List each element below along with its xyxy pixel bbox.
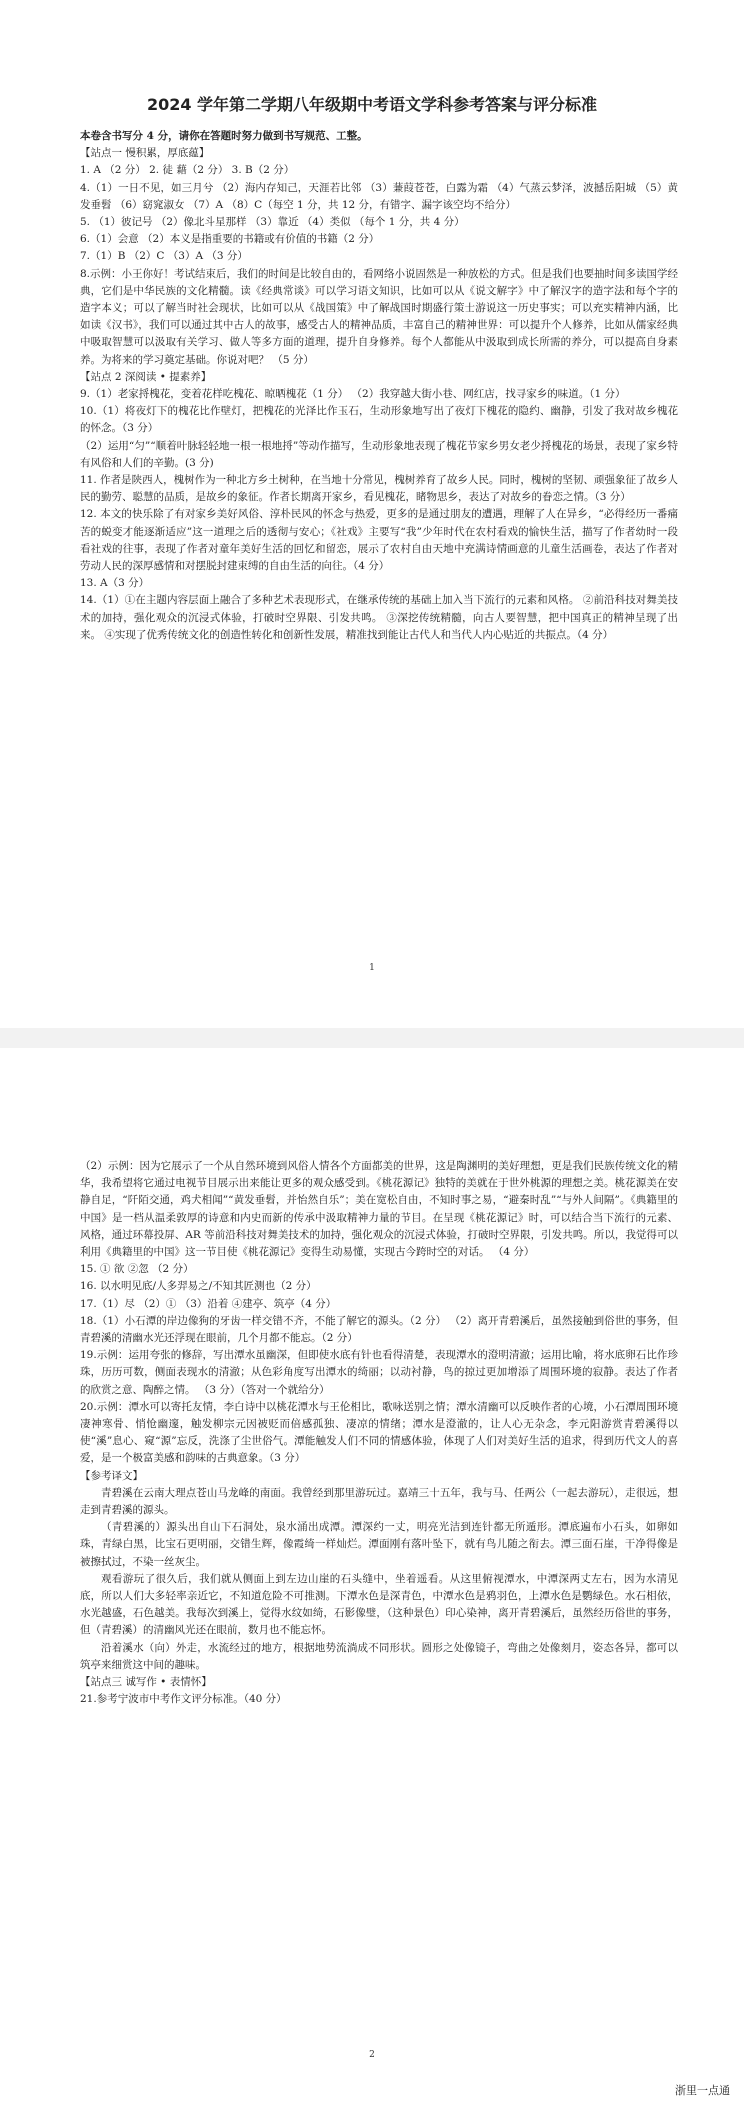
answer-paragraph: （2）示例：因为它展示了一个从自然环境到风俗人情各个方面都美的世界，这是陶渊明的美好理想，更是我们民族传统文化的精华，我希望将它通过电视节目展示出来能让更多的观众感受到。《桃花源记》独特的美就在于世外桃源的理想之美。桃花源美在安静自足，“阡陌交通，鸡犬相闻”“黄发垂髫，并怡然自乐”；美在宽松自由，不知时事之易，“避秦时乱”“与外人间隔”。《典籍里的中国》是一档从温柔敦厚的诗意和内史而新的传承中汲取精神力量的节目。在呈现《桃花源记》时，可以结合当下流行的元素、风格，通过环幕投屏、AR 等前沿科技对舞美技术的加持，强化观众的沉浸式体验，打破时空界限，引发共鸣。所以，我觉得可以利用《典籍里的中国》这一节目使《桃花源记》变得生动易懂，实现古今跨时空的对话。 （4 分）: [80, 1160, 678, 1259]
answer-paragraph: 4.（1）一日不见，如三月兮 （2）海内存知己，天涯若比邻 （3）蒹葭苍苍，白露为霜 （4）气蒸云梦泽，波撼岳阳城 （5）黄发垂髫 （6）窈窕淑女 （7）A （8）C（每空 1 分，共 12 分，有错字、漏字该空均不给分）: [80, 181, 678, 211]
answer-paragraph: 17.（1）尽 （2）① （3）沿着 ④建亭、筑亭（4 分）: [80, 1297, 337, 1310]
section-heading: 【参考译文】: [80, 1469, 143, 1482]
answer-paragraph: 5. （1）彼记号 （2）像北斗星那样 （3）靠近 （4）类似 （每个 1 分，共 4 分）: [80, 216, 465, 229]
page-number: 2: [369, 2050, 375, 2060]
answer-paragraph: 8.示例：小王你好！考试结束后，我们的时间是比较自由的，看网络小说固然是一种放松的方式。但是我们也要抽时间多读国学经典，它们是中华民族的文化精髓。读《经典常谈》可以学习语文知识，比如可以从《说文解字》中了解汉字的造字法和每个字的造字本义；可以了解当时社会现状，比如可以从《战国策》中了解战国时期盛行策士游说这一历史事实；可以充实精神内涵，比如读《汉书》，我们可以通过其中古人的故事，感受古人的精神品质，丰富自己的精神世界：可以提升个人修养，比如从儒家经典中吸取智慧可以汲取有关学习、做人等多方面的道理，提升自身修养。每个人都能从中汲取到成长所需的养分，可以提高自身素养。为将来的学习奠定基础。你说对吧？ （5 分）: [80, 267, 679, 366]
answer-paragraph: 1. A （2 分） 2. 徒 藉（2 分） 3. B（2 分）: [80, 164, 295, 177]
page-number: 1: [369, 963, 375, 973]
answer-paragraph: 观看游玩了很久后，我们就从侧面上到左边山崖的石头缝中，坐着遥看。从这里俯视潭水，中潭深两丈左右，因为水清见底，所以人们大多轻率亲近它，不知道危险不可推测。下潭水色是深青色，中潭水色是鸦羽色，上潭水色是鹦绿色。水石相依，水光越盛，石色越美。我每次到溪上，觉得水纹如绮，石影像璧，（这种景色）印心染神，离开青碧溪后，虽然经历俗世的事务，但（青碧溪）的清幽风光还在眼前，数月也不能忘怀。: [80, 1572, 678, 1637]
answer-paragraph: 沿着溪水（向）外走，水流经过的地方，根据地势流淌成不同形状。圆形之处像镜子，弯曲之处像刻月，姿态各异，都可以筑亭来细赏这中间的趣味。: [80, 1641, 678, 1671]
instruction-note: 本卷含书写分 4 分，请你在答题时努力做到书写规范、工整。: [80, 130, 368, 142]
answer-paragraph: （2）运用“匀”“顺着叶脉轻轻地一根一根地捋”等动作描写，生动形象地表现了槐花节家乡男女老少捋槐花的场景，表现了家乡特有风俗和人们的辛勤。(3 分): [80, 439, 678, 469]
answer-paragraph: （青碧溪的）源头出自山下石洞处，泉水涌出成潭。潭深约一丈，明亮光洁到连针都无所遁形。潭底遍布小石头，如卵如珠，青绿白黑，比宝石更明丽，交错生辉，像霞绮一样灿烂。潭面刚有落叶坠下，就有鸟儿随之衔去。潭三面石崖，干净得像是被擦拭过，不染一丝灰尘。: [80, 1521, 678, 1568]
answer-paragraph: 9.（1）老家捋槐花，变着花样吃槐花、晾晒槐花（1 分） （2）我穿越大街小巷、网红店，找寻家乡的味道。（1 分）: [80, 388, 626, 401]
answer-paragraph: 青碧溪在云南大理点苍山马龙峰的南面。我曾经到那里游玩过。嘉靖三十五年，我与马、任两公（一起去游玩），走很远，想走到青碧溪的源头。: [80, 1486, 678, 1517]
answer-paragraph: 6.（1）会意 （2）本义是指重要的书籍或有价值的书籍（2 分）: [80, 233, 380, 246]
section-heading: 【站点一 慢积累，厚底蕴】: [80, 147, 210, 160]
page-1: [0, 0, 744, 1028]
answer-paragraph: 18.（1）小石潭的岸边像狗的牙齿一样交错不齐，不能了解它的源头。（2 分） （2）离开青碧溪后，虽然接触到俗世的事务，但青碧溪的清幽水光还浮现在眼前，几个月都不能忘。（2 分）: [80, 1314, 678, 1345]
section-heading: 【站点 2 深阅读 • 提素养】: [80, 370, 212, 383]
answer-paragraph: 14.（1）①在主题内容层面上融合了多种艺术表现形式，在继承传统的基础上加入当下流行的元素和风格。 ②前沿科技对舞美技术的加持，强化观众的沉浸式体验，打破时空界限、引发共鸣。 ③深挖传统精髓，向古人要智慧，把中国真正的精神呈现了出来。 ④实现了优秀传统文化的创造性转化和创新性发展，精准找到能让古代人和当代人内心贴近的共振点。（4 分）: [80, 594, 678, 641]
page-1-content: [80, 128, 678, 644]
watermark-text: 浙里一点通: [675, 2084, 730, 2097]
answer-paragraph: 19.示例：运用夸张的修辞，写出潭水虽幽深，但即使水底有针也看得清楚，表现潭水的澄明清澈；运用比喻，将水底卵石比作珍珠，历历可数，侧面表现水的清澈；从色彩角度写出潭水的绮丽；以动衬静，鸟的掠过更加增添了周围环境的寂静。表达了作者的欣赏之意、陶醉之情。 （3 分）（答对一个就给分）: [80, 1349, 678, 1396]
document-title: 2024 学年第二学期八年级期中考语文学科参考答案与评分标准: [146, 95, 598, 114]
answer-paragraph: 11. 作者是陕西人，槐树作为一种北方乡土树种，在当地十分常见，槐树养育了故乡人民。同时，槐树的坚韧、顽强象征了故乡人民的勤劳、聪慧的品质，是故乡的象征。作者长期离开家乡，看见槐花，睹物思乡，表达了对故乡的眷恋之情。（3 分）: [80, 474, 678, 504]
answer-paragraph: 10.（1）将夜灯下的槐花比作壁灯，把槐花的光泽比作玉石，生动形象地写出了夜灯下槐花的隐约、幽静，引发了我对故乡槐花的怀念。（3 分）: [80, 405, 678, 435]
answer-paragraph: 21.参考宁波市中考作文评分标准。（40 分）: [80, 1693, 287, 1706]
section-heading: 【站点三 诚写作 • 表情怀】: [80, 1676, 212, 1689]
page-2: [0, 1048, 744, 2104]
answer-paragraph: 12. 本文的快乐除了有对家乡美好风俗、淳朴民风的怀念与热爱，更多的是通过朋友的遭遇，理解了人在异乡，“必得经历一番痛苦的蜕变才能逐渐适应”这一道理之后的透彻与安心；《社戏》主要写“我”少年时代在农村看戏的愉快生活，描写了作者幼时一段看社戏的往事，表现了作者对童年美好生活的回忆和留恋，展示了农村自由天地中充满诗情画意的儿童生活画卷，表达了作者对劳动人民的深厚感情和对摆脱封建束缚的自由生活的向往。（4 分）: [80, 508, 678, 573]
answer-paragraph: 13. A（3 分）: [80, 577, 150, 590]
page-2-content: [80, 1158, 678, 1709]
answer-paragraph: 7.（1）B （2）C （3）A （3 分）: [80, 250, 248, 263]
answer-paragraph: 20.示例：潭水可以寄托友情，李白诗中以桃花潭水与王伦相比，歌咏送别之情；潭水清幽可以反映作者的心境，小石潭周围环境凄神寒骨、悄怆幽邃，触发柳宗元因被贬而倍感孤独、凄凉的情绪；潭水是澄澈的，让人心无杂念，李元阳游赏青碧溪得以使“溪”息心、窥“源”忘反，洗涤了尘世俗气。潭能触发人们不同的情感体验，体现了人们对美好生活的追求，得到历代文人的喜爱，是一个极富美感和韵味的古典意象。（3 分）: [80, 1400, 678, 1465]
answer-paragraph: 16. 以水明见底/人多羿易之/不知其匠测也（2 分）: [80, 1280, 317, 1293]
answer-paragraph: 15. ① 欲 ②忽 （2 分）: [80, 1263, 194, 1276]
